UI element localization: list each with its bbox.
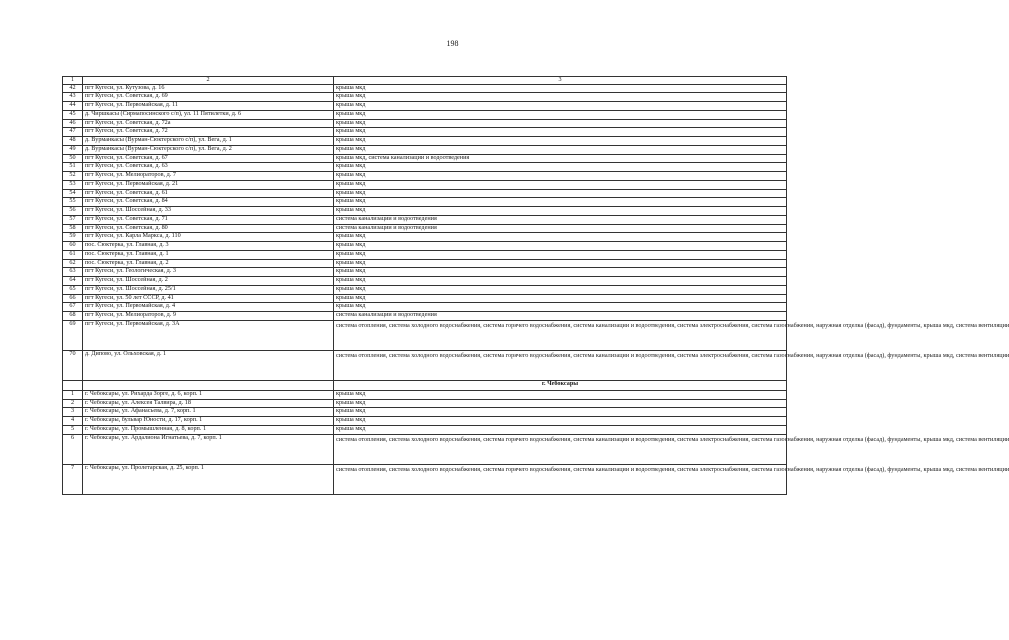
row-number: 49 — [63, 145, 83, 154]
row-address: д. Вурманкасы (Вурман-Сюктерского с/п), ул. Вега, д. 1 — [83, 137, 334, 146]
column-header-row — [63, 77, 787, 85]
column-header-work: 3 — [334, 77, 787, 85]
row-number: 66 — [63, 294, 83, 303]
row-work: крыша мкд — [334, 250, 787, 259]
row-number: 57 — [63, 215, 83, 224]
row-address: пос. Сюктерка, ул. Главная, д. 3 — [83, 242, 334, 251]
row-work: крыша мкд — [334, 303, 787, 312]
row-number: 2 — [63, 399, 83, 408]
row-address: г. Чебоксары, ул. Алексея Талвира, д. 18 — [83, 399, 334, 408]
row-address: пгт Кугеси, ул. Советская, д. 63 — [83, 163, 334, 172]
row-work: система отопления, система холодного водоснабжения, система горячего водоснабжения, система канализации и водоотведения, система электроснабжения, система газоснабжения, наружная отделка (фасад), фундаменты, крыша мкд, система вентиляции — [334, 350, 787, 380]
row-number: 52 — [63, 172, 83, 181]
table-row — [63, 145, 787, 154]
row-work: крыша мкд — [334, 102, 787, 111]
row-number: 7 — [63, 464, 83, 494]
row-number: 1 — [63, 390, 83, 399]
row-address: пгт Кугеси, ул. Советская, д. 67 — [83, 154, 334, 163]
row-number: 54 — [63, 189, 83, 198]
table-row — [63, 277, 787, 286]
row-work: крыша мкд — [334, 417, 787, 426]
row-address: пгт Кугеси, ул. Советская, д. 72а — [83, 119, 334, 128]
row-work: система отопления, система холодного водоснабжения, система горячего водоснабжения, система канализации и водоотведения, система электроснабжения, система газоснабжения, наружная отделка (фасад), фундаменты, крыша мкд, система вентиляции — [334, 320, 787, 350]
row-number: 47 — [63, 128, 83, 137]
table-row — [63, 172, 787, 181]
row-work: крыша мкд — [334, 390, 787, 399]
row-number: 42 — [63, 84, 83, 93]
row-work: крыша мкд — [334, 180, 787, 189]
row-address: пгт Кугеси, ул. Советская, д. 84 — [83, 198, 334, 207]
table-row — [63, 464, 787, 494]
table-row — [63, 417, 787, 426]
row-address: пос. Сюктерка, ул. Главная, д. 2 — [83, 259, 334, 268]
row-address: пгт Кугеси, ул. Карла Маркса, д. 110 — [83, 233, 334, 242]
row-work: крыша мкд — [334, 285, 787, 294]
row-work: крыша мкд — [334, 137, 787, 146]
table-row — [63, 180, 787, 189]
row-number: 55 — [63, 198, 83, 207]
row-number: 44 — [63, 102, 83, 111]
row-number: 67 — [63, 303, 83, 312]
table-row — [63, 425, 787, 434]
row-address: пгт Кугеси, ул. Первомайская, д. 11 — [83, 102, 334, 111]
column-header-address: 2 — [83, 77, 334, 85]
row-work: система отопления, система холодного водоснабжения, система горячего водоснабжения, система канализации и водоотведения, система электроснабжения, система газоснабжения, наружная отделка (фасад), фундаменты, крыша мкд, система вентиляции — [334, 464, 787, 494]
row-address: г. Чебоксары, ул. Ардалиона Игнатьева, д. 7, корп. 1 — [83, 434, 334, 464]
row-address: г. Чебоксары, ул. Рихарда Зорге, д. 6, корп. 1 — [83, 390, 334, 399]
row-address: д. Вурманкасы (Вурман-Сюктерского с/п), ул. Вега, д. 2 — [83, 145, 334, 154]
row-work: крыша мкд — [334, 110, 787, 119]
row-work: крыша мкд — [334, 207, 787, 216]
row-work: крыша мкд — [334, 189, 787, 198]
row-work: крыша мкд — [334, 277, 787, 286]
row-address: пгт Кугеси, ул. Шоссейная, д. 2 — [83, 277, 334, 286]
row-number: 59 — [63, 233, 83, 242]
row-number: 56 — [63, 207, 83, 216]
table-row — [63, 110, 787, 119]
row-work: крыша мкд — [334, 408, 787, 417]
row-number: 51 — [63, 163, 83, 172]
table-row — [63, 434, 787, 464]
row-address: пгт Кугеси, ул. 50 лет СССР, д. 41 — [83, 294, 334, 303]
table-row — [63, 350, 787, 380]
row-number: 4 — [63, 417, 83, 426]
row-work: крыша мкд — [334, 119, 787, 128]
row-address: пгт Кугеси, ул. Мелиораторов, д. 7 — [83, 172, 334, 181]
row-number: 46 — [63, 119, 83, 128]
row-number: 60 — [63, 242, 83, 251]
row-address: пгт Кугеси, ул. Шоссейная, д. 33 — [83, 207, 334, 216]
row-address: г. Чебоксары, бульвар Юности, д. 17, корп. 1 — [83, 417, 334, 426]
row-address: пгт Кугеси, ул. Первомайская, д. 3А — [83, 320, 334, 350]
table-row — [63, 84, 787, 93]
row-number: 62 — [63, 259, 83, 268]
table-row — [63, 119, 787, 128]
table-row — [63, 320, 787, 350]
table-row — [63, 198, 787, 207]
row-address: пгт Кугеси, ул. Кутузова, д. 16 — [83, 84, 334, 93]
row-work: крыша мкд — [334, 84, 787, 93]
section-header-row — [63, 380, 787, 390]
row-work: крыша мкд — [334, 163, 787, 172]
row-work: крыша мкд — [334, 233, 787, 242]
row-work: крыша мкд — [334, 145, 787, 154]
row-number: 6 — [63, 434, 83, 464]
row-address: пгт Кугеси, ул. Первомайская, д. 21 — [83, 180, 334, 189]
row-address: пгт Кугеси, ул. Советская, д. 69 — [83, 93, 334, 102]
section-blank-cell — [83, 380, 334, 390]
row-number: 68 — [63, 312, 83, 321]
row-address: пгт Кугеси, ул. Мелиораторов, д. 9 — [83, 312, 334, 321]
table-row — [63, 268, 787, 277]
row-address: д. Чиршкасы (Сирмапосинского с/п), ул. 11 Пятилетки, д. 6 — [83, 110, 334, 119]
row-work: крыша мкд — [334, 399, 787, 408]
section-title: г. Чебоксары — [334, 380, 787, 390]
row-number: 70 — [63, 350, 83, 380]
row-work: система канализации и водоотведения — [334, 224, 787, 233]
row-work: крыша мкд — [334, 93, 787, 102]
table-row — [63, 312, 787, 321]
row-address: пгт Кугеси, ул. Советская, д. 72 — [83, 128, 334, 137]
row-work: крыша мкд — [334, 172, 787, 181]
table-row — [63, 102, 787, 111]
row-number: 69 — [63, 320, 83, 350]
row-work: система канализации и водоотведения — [334, 215, 787, 224]
row-work: система канализации и водоотведения — [334, 312, 787, 321]
row-number: 61 — [63, 250, 83, 259]
page-number: 198 — [446, 39, 459, 48]
row-work: крыша мкд — [334, 294, 787, 303]
row-address: г. Чебоксары, ул. Афанасьева, д. 7, корп. 1 — [83, 408, 334, 417]
row-number: 64 — [63, 277, 83, 286]
row-address: пгт Кугеси, ул. Шоссейная, д. 25/1 — [83, 285, 334, 294]
row-address: пос. Сюктерка, ул. Главная, д. 1 — [83, 250, 334, 259]
row-number: 45 — [63, 110, 83, 119]
row-address: г. Чебоксары, ул. Пролетарская, д. 25, корп. 1 — [83, 464, 334, 494]
row-address: пгт Кугеси, ул. Геологическая, д. 3 — [83, 268, 334, 277]
row-work: крыша мкд — [334, 198, 787, 207]
repair-register-table — [62, 76, 1009, 495]
section-blank-cell — [63, 380, 83, 390]
table-row — [63, 233, 787, 242]
table-row — [63, 215, 787, 224]
table-row — [63, 242, 787, 251]
row-work: крыша мкд — [334, 268, 787, 277]
row-work: система отопления, система холодного водоснабжения, система горячего водоснабжения, система канализации и водоотведения, система электроснабжения, система газоснабжения, наружная отделка (фасад), фундаменты, крыша мкд, система вентиляции — [334, 434, 787, 464]
row-number: 3 — [63, 408, 83, 417]
row-number: 63 — [63, 268, 83, 277]
row-work: крыша мкд — [334, 242, 787, 251]
table-row — [63, 285, 787, 294]
table-row — [63, 250, 787, 259]
row-number: 53 — [63, 180, 83, 189]
row-work: крыша мкд — [334, 128, 787, 137]
column-header-number: 1 — [63, 77, 83, 85]
table-row — [63, 207, 787, 216]
table-row — [63, 137, 787, 146]
row-work: крыша мкд — [334, 425, 787, 434]
row-address: пгт Кугеси, ул. Советская, д. 71 — [83, 215, 334, 224]
table-body — [63, 76, 1009, 495]
row-number: 5 — [63, 425, 83, 434]
row-work: крыша мкд — [334, 259, 787, 268]
row-address: пгт Кугеси, ул. Советская, д. 80 — [83, 224, 334, 233]
table-row — [63, 154, 787, 163]
row-number: 65 — [63, 285, 83, 294]
table-row — [63, 189, 787, 198]
row-number: 50 — [63, 154, 83, 163]
row-number: 58 — [63, 224, 83, 233]
row-number: 48 — [63, 137, 83, 146]
row-address: г. Чебоксары, ул. Промышленная, д. 8, корп. 1 — [83, 425, 334, 434]
row-work: крыша мкд, система канализации и водоотведения — [334, 154, 787, 163]
row-number: 43 — [63, 93, 83, 102]
row-address: д. Дипово, ул. Ольховская, д. 1 — [83, 350, 334, 380]
row-address: пгт Кугеси, ул. Первомайская, д. 4 — [83, 303, 334, 312]
row-address: пгт Кугеси, ул. Советская, д. 61 — [83, 189, 334, 198]
table-row — [63, 390, 787, 399]
